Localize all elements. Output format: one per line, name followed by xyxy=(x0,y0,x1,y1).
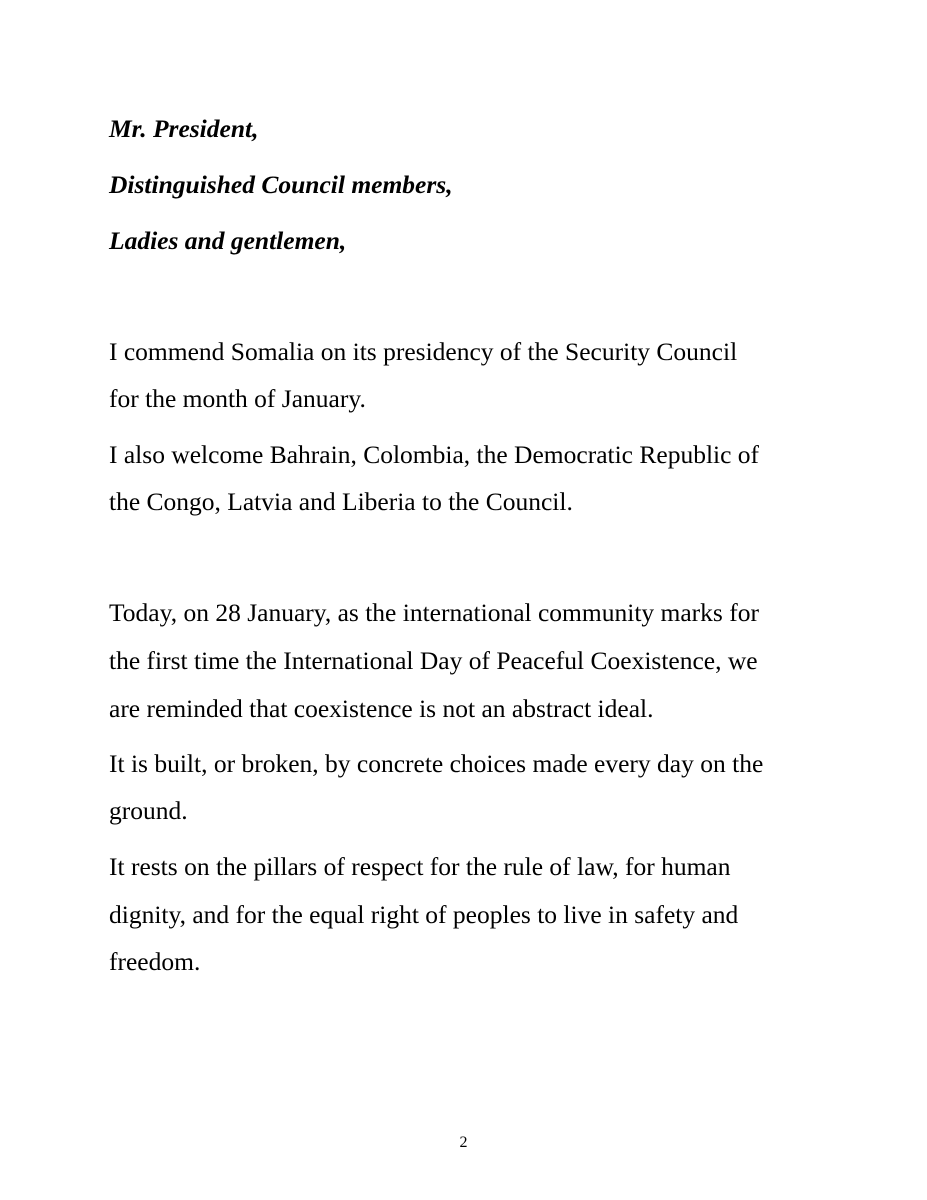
paragraph-4-line-2: ground. xyxy=(109,796,188,825)
paragraph-3-line-2: the first time the International Day of Peaceful Coexistence, we xyxy=(109,646,758,675)
page-number: 2 xyxy=(459,1134,468,1151)
paragraph-3-line-3: are reminded that coexistence is not an abstract ideal. xyxy=(109,694,654,723)
paragraph-2-line-1: I also welcome Bahrain, Colombia, the Democratic Republic of xyxy=(109,440,760,469)
paragraph-5-line-2: dignity, and for the equal right of peoples to live in safety and xyxy=(109,900,739,929)
paragraph-1-line-1: I commend Somalia on its presidency of the Security Council xyxy=(109,337,738,366)
salutation-council-members: Distinguished Council members, xyxy=(109,170,453,199)
salutation-ladies-gentlemen: Ladies and gentlemen, xyxy=(109,226,347,255)
paragraph-4-line-1: It is built, or broken, by concrete choices made every day on the xyxy=(109,749,764,778)
salutation-president: Mr. President, xyxy=(109,114,259,143)
paragraph-5-line-3: freedom. xyxy=(109,947,201,976)
paragraph-5-line-1: It rests on the pillars of respect for the rule of law, for human xyxy=(109,852,731,881)
paragraph-3-line-1: Today, on 28 January, as the international community marks for xyxy=(109,598,759,627)
paragraph-1-line-2: for the month of January. xyxy=(109,384,366,413)
paragraph-2-line-2: the Congo, Latvia and Liberia to the Council. xyxy=(109,487,573,516)
